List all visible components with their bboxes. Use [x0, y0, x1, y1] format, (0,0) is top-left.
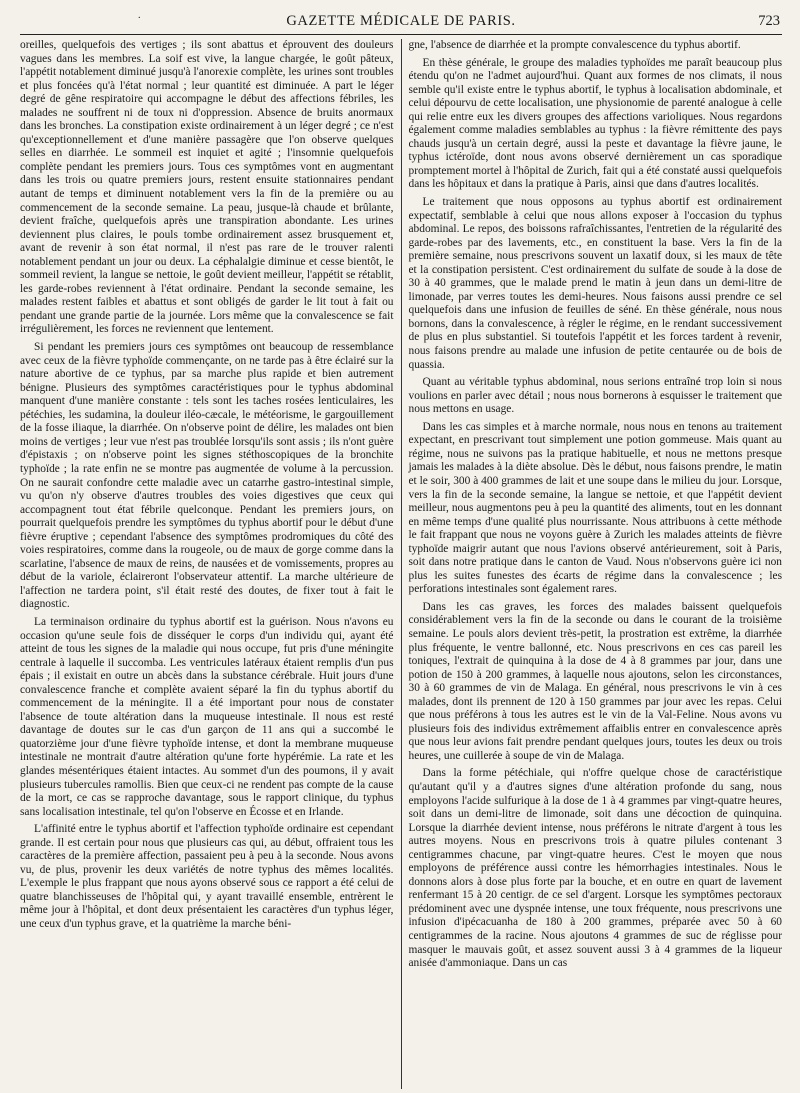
paragraph: Dans les cas graves, les forces des malades baissent quelquefois considérablement vers la fin de la seconde ou dans le courant de la troisième semaine. Le pouls alors devient très-petit, la prostration est extrême, la diarrhée plus fréquente, le ventre ballonné, etc. Nous prescrivons en ces cas pareil les toniques, l'extrait de quinquina à la dose de 4 à 8 grammes par jour, dans une potion de 150 à 200 grammes, à laquelle nous ajoutons, selon les circonstances, 30 à 60 grammes de vin de Malaga. En général, nous prescrivons le vin à ces malades, dont ils prennent de 120 à 150 grammes par jour avec les repas. Celui que nous préférons à tous les autres est le vin de la Val-Feline. Nous avons vu plusieurs fois des individus extrêmement affaiblis entrer en convalescence après que nous leur avions fait prendre pendant quelques jours, toutes les deux ou trois heures, une cuillerée à soupe de vin de Malaga.	[408, 600, 782, 762]
paragraph: Dans la forme pétéchiale, qui n'offre quelque chose de caractéristique qu'autant qu'il y a d'autres signes d'une altération profonde du sang, nous employons l'acide sulfurique à la dose de 1 à 4 grammes par vingt-quatre heures, soit dans un demi-litre de limonade, soit dans une décoction de quinquina. Lorsque la diarrhée devient intense, nous préférons le nitrate d'argent à tous les autres moyens. Nous en prescrivons trois à quatre pilules contenant 3 centigrammes chacune, par vingt-quatre heures. C'est le moyen que nous employons de préférence aussi contre les hémorrhagies intestinales. Nous le donnons alors à dose plus forte par la bouche, et en outre en quart de lavement renfermant 15 à 20 centigr. de ce sel d'argent. Lorsque les symptômes pectoraux prédominent avec une dyspnée intense, une toux fréquente, nous prescrivons une infusion d'ipécacuanha de 180 à 200 grammes, préparée avec 50 à 60 centigrammes de la racine. Nous ajoutons 4 grammes de suc de réglisse pour masquer le mauvais goût, et assez souvent aussi 3 à 4 grammes de la liqueur anisée d'ammoniaque. Dans un cas	[408, 767, 782, 970]
paragraph: L'affinité entre le typhus abortif et l'affection typhoïde ordinaire est cependant grande. Il est certain pour nous que plusieurs cas qui, au début, offraient tous les caractères de la première affection, passaient peu à peu à la seconde. Nous avons vu, de plus, provenir les deux variétés de notre typhus des mêmes localités. L'exemple le plus frappant que nous ayons observé sous ce rapport a été celui de quatre blanchisseuses de l'hôpital qui, y ayant travaillé ensemble, entrèrent le même jour à l'hôpital, et dont deux présentaient les caractères d'un typhus léger, une ceux d'un typhus grave, et la quatrième la marche béni-	[20, 823, 394, 930]
paragraph: La terminaison ordinaire du typhus abortif est la guérison. Nous n'avons eu occasion qu'une seule fois de disséquer le corps d'un individu qui, ayant été atteint de tous les signes de la maladie qui nous occupe, fut pris d'une méningite centrale à laquelle il succomba. Les ventricules latéraux étaient remplis d'un pus épais ; il existait en outre un abcès dans la substance cérébrale. Huit jours d'une convalescence franche et complète avaient séparé la fin du typhus abortif du commencement de la méningite. Il a été important pour nous de constater l'absence de toute altération dans la muqueuse intestinale. Il nous est resté davantage de doutes sur le cas d'un garçon de 11 ans qui a succombé le quatorzième jour d'une fièvre typhoïde intense, et dont la membrane muqueuse intestinale ne montrait d'autre altération qu'une forte hypérémie. La rate et les glandes mésentériques étaient intactes. Au sommet d'un des poumons, il y avait plusieurs tubercules ramollis. Bien que ceux-ci ne rendent pas compte de la cause de la mort, ce cas se rapproche davantage, sous le rapport clinique, du typhus sans localisation intestinale, tel qu'on l'observe en Écosse et en Irlande.	[20, 615, 394, 818]
right-column	[402, 39, 783, 1089]
header-mark: .	[138, 10, 141, 21]
paragraph: En thèse générale, le groupe des maladies typhoïdes me paraît beaucoup plus étendu qu'on ne l'admet aujourd'hui. Quant aux formes de nos climats, il nous semble qu'il existe entre le typhus abortif, le typhus à localisation abdominale, et celui dépourvu de cette localisation, une physionomie de parenté analogue à celle qui relie entre eux les divers groupes des affections varioliques. Nous regardons également comme maladies semblables au typhus : la fièvre rémittente des pays chauds jusqu'à un certain degré, aussi la peste et davantage la fièvre jaune, le typhus ictéroïde, dont nous avons observé dernièrement un cas sporadique promptement mortel à l'hôpital de Zurich, fait qui a été constaté aussi quelquefois dans les hôpitaux et dans la pratique à Paris, ainsi que dans d'autres localités.	[408, 56, 782, 191]
page-header	[20, 10, 782, 35]
paragraph: Dans les cas simples et à marche normale, nous nous en tenons au traitement expectant, en prescrivant tout simplement une potion gommeuse. Mais quant au régime, nous ne suivons pas la pratique habituelle, et nous ne mettons presque jamais les malades à la diète absolue. Dès le début, nous faisons prendre, le matin et le soir, 300 à 400 grammes de lait et une soupe dans le milieu du jour. Lorsque, vers la fin de la seconde semaine, la langue se nettoie, et que l'appétit devient meilleur, nous augmentons peu à peu la quantité des aliments, tout en les donnant en même temps d'une qualité plus nourrissante. Nous attribuons à cette méthode le fait frappant que nous ne voyons guère à Zurich les malades atteints de fièvre typhoïde maigrir autant que nous l'avions observé antérieurement, soit à Paris, soit dans notre pratique dans le canton de Vaud. Nous n'observons guère ici non plus les suites funestes des écarts de régime dans la convalescence ; les perforations intestinales sont également rares.	[408, 420, 782, 596]
journal-title: GAZETTE MÉDICALE DE PARIS.	[286, 13, 516, 29]
paragraph: Quant au véritable typhus abdominal, nous serions entraîné trop loin si nous voulions en parler avec détail ; nous nous bornerons à esquisser le traitement que nous mettons en usage.	[408, 376, 782, 416]
page-number: 723	[758, 13, 780, 29]
paragraph: gne, l'absence de diarrhée et la prompte convalescence du typhus abortif.	[408, 39, 741, 51]
paragraph: Si pendant les premiers jours ces symptômes ont beaucoup de ressemblance avec ceux de la fièvre typhoïde commençante, on ne tarde pas à être éclairé sur la nature abortive de ce typhus, par sa marche plus rapide et bien autrement bénigne. Plusieurs des symptômes caractéristiques pour le typhus abdominal manquent d'une manière constante : tels sont les taches rosées lenticulaires, les pétéchies, les sudamina, la douleur iléo-cæcale, le météorisme, le gargouillement de la fosse iliaque, la diarrhée. On n'observe point de délire, les malades ont bien moins de vertiges ; leur vue n'est pas troublée lorsqu'ils sont assis ; ils n'ont guère d'épistaxis ; on n'observe point les signes stéthoscopiques de la bronchite typhoïde ; la rate enfin ne se montre pas augmentée de volume à la percussion. On ne saurait confondre cette maladie avec un catarrhe gastro-intestinal simple, vu qu'on n'y observe d'autres troubles des voies digestives que ceux qui accompagnent tout état fébrile quelconque. Pendant les premiers jours, on pourrait quelquefois prendre les symptômes du typhus abortif pour le début d'une fièvre éruptive ; cependant l'absence des symptômes prodromiques du côté des voies respiratoires, comme dans la rougeole, ou de maux de gorge comme dans la scarlatine, l'absence de maux de reins, de nausées et de vomissements, propres au début de la variole, éclaireront l'observateur attentif. La marche ultérieure de l'affection ne tardera point, s'il était resté des doutes, de fixer tout à fait le diagnostic.	[20, 341, 394, 611]
paragraph: Le traitement que nous opposons au typhus abortif est ordinairement expectatif, semblable à celui que nous allons exposer à l'occasion du typhus abdominal. Le repos, des boissons rafraîchissantes, l'entretien de la régularité des garde-robes par des lavements, etc., en constituent la base. Vers la fin de la première semaine, nous prescrivons souvent un laxatif doux, si les maux de tête et la constipation persistent. C'est ordinairement du sulfate de soude à la dose de 30 à 40 grammes, que le malade prend le matin à jeun dans un demi-litre de limonade, par verres toutes les demi-heures. Nous faisons aussi prendre ce sel quelquefois dans une infusion de feuilles de séné. En thèse générale, nous nous bornons, dans la convalescence, à régler le régime, en le rendant successivement de plus en plus substantiel. Si toutefois l'appétit et les forces tardent à revenir, nous faisons prendre au malade une infusion de petite centaurée ou de bois de quassia.	[408, 196, 782, 371]
paragraph: oreilles, quelquefois des vertiges ; ils sont abattus et éprouvent des douleurs vagues dans les membres. La soif est vive, la langue chargée, le goût pâteux, l'appétit notablement diminué jusqu'à l'anorexie complète, les urines sont troubles et plus foncées qu'à l'état normal ; leur quantité est diminuée. A part le léger degré de gêne respiratoire qui accompagne le début des affections fébriles, les malades ne souffrent ni de toux ni d'oppression. Absence de bruits anormaux dans les bronches. La constipation existe ordinairement à un léger degré ; ce n'est qu'exceptionnellement et d'une manière passagère que l'on observe quelques selles en diarrhée. Le sommeil est inquiet et agité ; l'insomnie quelquefois complète pendant les premiers jours. Tous ces symptômes vont en augmentant dans les trois ou quatre premiers jours, restent ensuite stationnaires pendant autant de temps et diminuent notablement vers la fin de la première ou au commencement de la seconde semaine. La peau, jusque-là chaude et brûlante, devient fraîche, quelquefois après une transpiration abondante. Les urines deviennent plus claires, le pouls tombe ordinairement assez brusquement et, avant de revenir à son état normal, il n'est pas rare de le trouver ralenti notablement pendant un jour ou deux. La céphalalgie diminue et cesse bientôt, le sommeil revient, la langue se nettoie, le goût devient meilleur, l'appétit se rétablit, les garde-robes reviennent à l'état ordinaire. Pendant la seconde semaine, les malades restent faibles et abattus et sont obligés de garder le lit tout à fait ou pendant une grande partie de la journée. Lors même que la convalescence se fait irrégulièrement, les forces ne reviennent que lentement.	[20, 39, 394, 336]
left-column	[20, 39, 401, 1089]
text-columns	[20, 39, 782, 1089]
